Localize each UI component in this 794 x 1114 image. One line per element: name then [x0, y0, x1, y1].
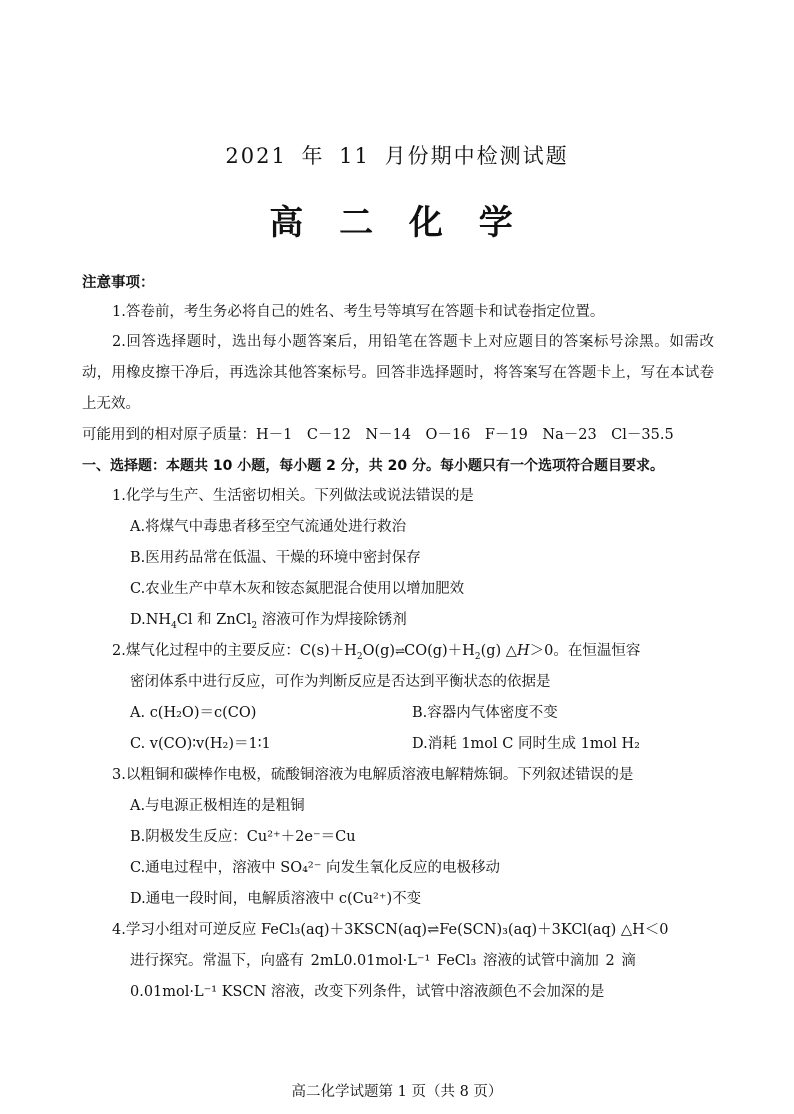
notice-item-2-text: 2.回答选择题时，选出每小题答案后，用铅笔在答题卡上对应题目的答案标号涂黑。如需改动，用橡皮擦干净后，再选涂其他答案标号。回答非选择题时，将答案写在答题卡上，写在本试卷上无效。: [82, 334, 714, 412]
q1-option-c: C.农业生产中草木灰和铵态氮肥混合使用以增加肥效: [130, 581, 465, 597]
q3-option-c: C.通电过程中，溶液中 SO₄²⁻ 向发生氧化反应的电极移动: [130, 860, 501, 876]
q2-stem-part-2: O(g): [362, 643, 396, 659]
q4-stem-line-2: 进行探究。常温下，向盛有 2mL0.01mol·L⁻¹ FeCl₃ 溶液的试管中滴加 2 滴: [130, 953, 636, 969]
q1-stem: 1.化学与生产、生活密切相关。下列做法或说法错误的是: [112, 488, 474, 504]
q1-option-b: B.医用药品常在低温、干燥的环境中密封保存: [130, 550, 421, 566]
q2-sub-h2: 2: [474, 651, 481, 662]
q3-option-d: D.通电一段时间，电解质溶液中 c(Cu²⁺)不变: [130, 891, 422, 907]
q2-stem-line-1: [112, 641, 640, 667]
page-footer: 高二化学试题第 1 页（共 8 页）: [291, 1084, 503, 1100]
notice-item-1: 1.答卷前，考生务必将自己的姓名、考生号等填写在答题卡和试卷指定位置。: [112, 304, 605, 320]
q1-d-prefix: D.NH: [130, 612, 172, 628]
atomic-masses: 可能用到的相对原子质量：H－1 C－12 N－14 O－16 F－19 Na－23 Cl－35.5: [82, 427, 674, 443]
notice-item-2: [82, 327, 714, 420]
q1-option-d: [130, 610, 407, 636]
q1-d-suffix: 溶液可作为焊接除锈剂: [257, 612, 407, 628]
equilibrium-arrow-icon: ⇌: [395, 644, 405, 658]
q1-d-mid: Cl 和 ZnCl: [176, 612, 252, 628]
q2-enthalpy-symbol: H: [516, 643, 530, 659]
q2-stem-part-3: CO(g)＋H: [404, 643, 475, 659]
q2-stem-part-6: ＞0。在恒温恒容: [529, 643, 641, 659]
q2-stem-part-4: (g) △: [480, 643, 517, 659]
q2-stem-line-2: 密闭体系中进行反应，可作为判断反应是否达到平衡状态的依据是: [130, 674, 551, 690]
q1-d-sub-2: 2: [251, 620, 258, 631]
q4-stem-line-3: 0.01mol·L⁻¹ KSCN 溶液，改变下列条件，试管中溶液颜色不会加深的是: [130, 984, 605, 1000]
section-1-heading: 一、选择题：本题共 10 小题，每小题 2 分，共 20 分。每小题只有一个选项符合题目要求。: [82, 458, 664, 474]
q2-sub-h2o: 2: [356, 651, 363, 662]
subject-title: 高 二 化 学: [269, 203, 525, 243]
q3-stem: 3.以粗铜和碳棒作电极，硫酸铜溶液为电解质溶液电解精炼铜。下列叙述错误的是: [112, 767, 634, 783]
q3-option-a: A.与电源正极相连的是粗铜: [130, 798, 305, 814]
notice-heading: 注意事项：: [82, 275, 155, 291]
q2-option-c: C. v(CO)∶v(H₂)＝1∶1: [130, 736, 271, 752]
exam-title: 2021 年 11 月份期中检测试题: [225, 144, 569, 168]
q2-option-a: A. c(H₂O)＝c(CO): [130, 705, 257, 721]
q2-option-d: D.消耗 1mol C 同时生成 1mol H₂: [412, 736, 640, 752]
q3-option-b: B.阴极发生反应：Cu²⁺＋2e⁻＝Cu: [130, 829, 356, 845]
q2-stem-part-1: 2.煤气化过程中的主要反应：C(s)＋H: [112, 643, 357, 659]
q4-stem-line-1: 4.学习小组对可逆反应 FeCl₃(aq)＋3KSCN(aq)⇌Fe(SCN)₃(aq)＋3KCl(aq) △H＜0: [112, 922, 669, 938]
q1-option-a: A.将煤气中毒患者移至空气流通处进行救治: [130, 519, 407, 535]
q1-d-sub-4: 4: [171, 620, 177, 631]
q2-option-b: B.容器内气体密度不变: [412, 705, 558, 721]
